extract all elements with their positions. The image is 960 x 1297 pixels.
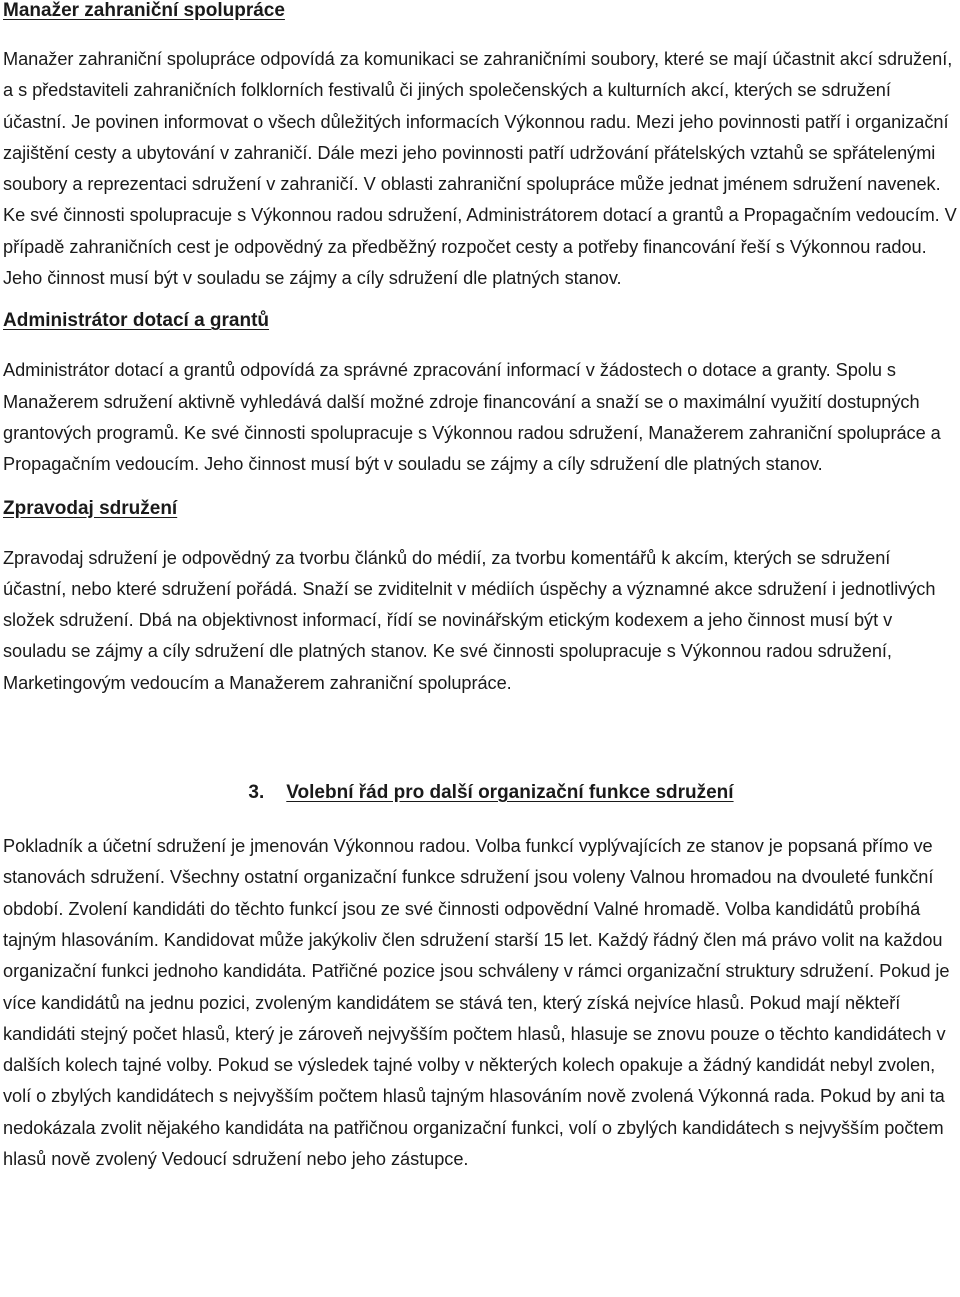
section-paragraph-association-reporter: Zpravodaj sdružení je odpovědný za tvorbu článků do médií, za tvorbu komentářů k akcím, kterých se sdružení účastní, nebo které sdružení pořádá. Snaží se zviditelnit v médiích úspěchy a významné akce sdružení i jednotlivých složek sdružení. Dbá na objektivnost informací, řídí se novinářským etickým kodexem a jeho činnost musí být v souladu se zájmy a cíly sdružení dle platných stanov. Ke své činnosti spolupracuje s Výkonnou radou sdružení, Marketingovým vedoucím a Manažerem zahraniční spolupráce. [3,547,936,693]
document-page [3,0,957,1175]
section-paragraph-grants-administrator: Administrátor dotací a grantů odpovídá za správné zpracování informací v žádostech o dotace a granty. Spolu s Manažerem sdružení aktivně vyhledává další možné zdroje financování a snaží se o maximální využití dostupných grantových programů. Ke své činnosti spolupracuje s Výkonnou radou sdružení, Manažerem zahraniční spolupráce a Propagačním vedoucím. Jeho činnost musí být v souladu se zájmy a cíly sdružení dle platných stanov. [3,360,941,475]
chapter-heading [3,782,957,804]
chapter-paragraph: Pokladník a účetní sdružení je jmenován Výkonnou radou. Volba funkcí vyplývajících ze stanov je popsaná přímo ve stanovách sdružení. Všechny ostatní organizační funkce sdružení jsou voleny Valnou hromadou na dvouleté funkční období. Zvolení kandidáti do těchto funkcí jsou ze své činnosti odpovědní Valné hromadě. Volba kandidátů probíhá tajným hlasováním. Kandidovat může jakýkoliv člen sdružení starší 15 let. Každý řádný člen má právo volit na každou organizační funkci jednoho kandidáta. Patřičné pozice jsou schváleny v rámci organizační struktury sdružení. Pokud je více kandidátů na jednu pozici, zvoleným kandidátem se stává ten, který získá nejvíce hlasů. Pokud mají někteří kandidáti stejný počet hlasů, který je zároveň nejvyšším počtem hlasů, hlasuje se znovu pouze o těchto kandidátech v dalších kolech tajné volby. Pokud se výsledek tajné volby v některých kolech opakuje a žádný kandidát nebyl zvolen, volí o zbylých kandidátech s nejvyšším počtem hlasů tajným hlasováním nově zvolená Výkonná rada. Pokud by ani ta nedokázala zvolit nějakého kandidáta na patřičnou organizační funkci, volí o zbylých kandidátech s nejvyšším počtem hlasů nově zvolený Vedoucí sdružení nebo jeho zástupce. [3,836,950,1170]
section-heading-grants-administrator: Administrátor dotací a grantů [3,310,270,332]
section-heading-association-reporter: Zpravodaj sdružení [3,497,178,519]
section-heading-foreign-cooperation-manager: Manažer zahraniční spolupráce [3,0,285,21]
chapter-number: 3. [248,782,265,804]
chapter-title: Volební řád pro další organizační funkce sdružení [286,782,734,804]
section-paragraph-foreign-cooperation-manager: Manažer zahraniční spolupráce odpovídá za komunikaci se zahraničními soubory, které se mají účastnit akcí sdružení, a s představiteli zahraničních folklorních festivalů či jiných společenských a kulturních akcí, kterých se sdružení účastní. Je povinen informovat o všech důležitých informacích Výkonnou radu. Mezi jeho povinnosti patří i organizační zajištění cesty a ubytování v zahraničí. Dále mezi jeho povinnosti patří udržování přátelských vztahů se spřátelenými soubory a reprezentaci sdružení v zahraničí. V oblasti zahraniční spolupráce může jednat jménem sdružení navenek. Ke své činnosti spolupracuje s Výkonnou radou sdružení, Administrátorem dotací a grantů a Propagačním vedoucím. V případě zahraničních cest je odpovědný za předběžný rozpočet cesty a potřeby financování řeší s Výkonnou radou. Jeho činnost musí být v souladu se zájmy a cíly sdružení dle platných stanov. [3,49,957,289]
